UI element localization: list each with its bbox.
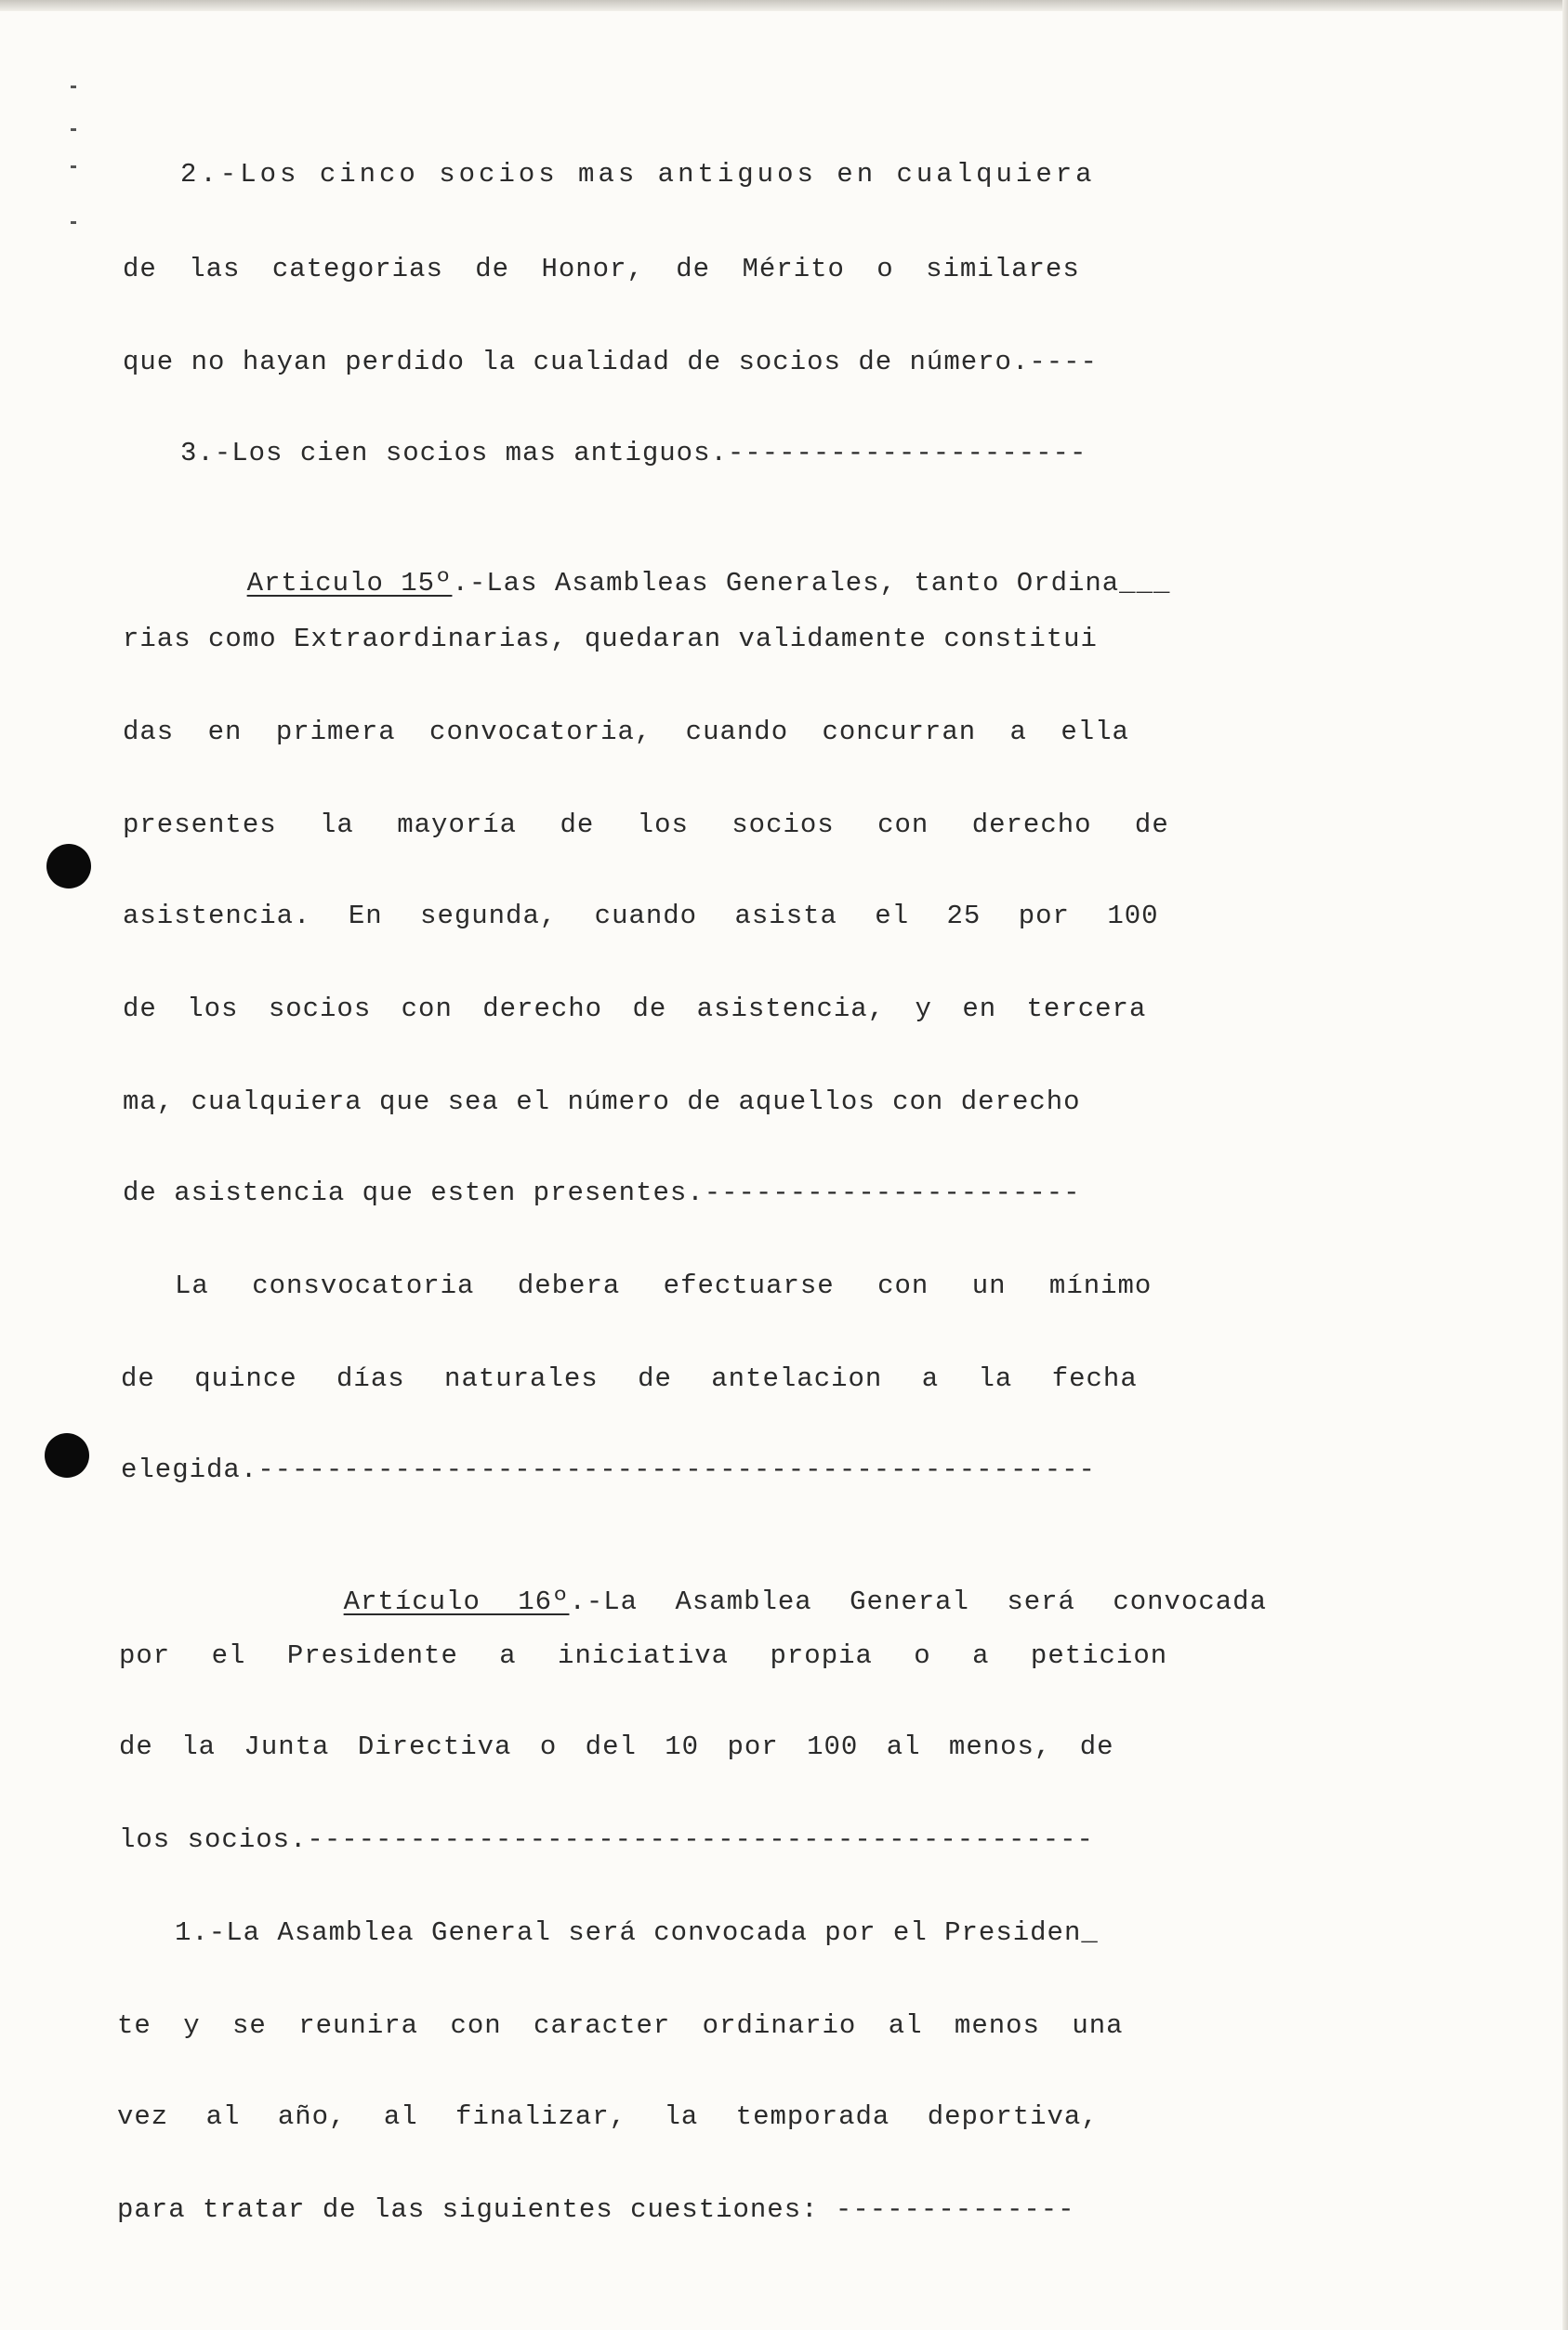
text-line: por el Presidente a iniciativa propia o a peticion [119,1640,1168,1671]
text-line: La consvocatoria debera efectuarse con un mínimo [175,1270,1153,1301]
text-line: los socios.---------------------------------------------- [119,1824,1094,1855]
article-15-heading: Articulo 15º [246,568,453,599]
text-line: asistencia. En segunda, cuando asista el 25 por 100 [123,901,1159,931]
text-line: de la Junta Directiva o del 10 por 100 al menos, de [119,1731,1114,1762]
article-16-heading: Artículo 16º [343,1586,570,1617]
text-line: das en primera convocatoria, cuando concurran a ella [123,717,1129,747]
article-16-text: .-La Asamblea General será convocada [569,1586,1267,1617]
margin-mark [71,165,76,168]
text-line: te y se reunira con caracter ordinario al menos una [117,2010,1124,2041]
text-line: 2.-Los cinco socios mas antiguos en cualquiera [180,159,1096,190]
text-line: ma, cualquiera que sea el número de aquellos con derecho [123,1086,1081,1117]
text-line: de los socios con derecho de asistencia, y en tercera [123,994,1147,1024]
text-line: de las categorias de Honor, de Mérito o similares [123,254,1080,284]
text-line: 3.-Los cien socios mas antiguos.--------------------- [180,438,1087,468]
margin-mark [71,221,76,224]
text-line: rias como Extraordinarias, quedaran validamente constitui [123,624,1098,654]
page-right-edge [1562,0,1568,2330]
article-15-text: .-Las Asambleas Generales, tanto Ordina___ [452,568,1171,599]
text-line: 1.-La Asamblea General será convocada por el Presiden_ [175,1917,1099,1948]
punch-hole-top [46,844,91,889]
margin-mark [71,128,76,131]
text-line: de quince días naturales de antelacion a la fecha [121,1363,1138,1394]
text-line: presentes la mayoría de los socios con derecho de [123,810,1169,840]
text-line: para tratar de las siguientes cuestiones: -------------- [117,2194,1075,2225]
punch-hole-bottom [45,1433,89,1478]
text-line: elegida.------------------------------------------------- [121,1455,1096,1485]
page-top-edge [0,0,1568,11]
text-line: que no hayan perdido la cualidad de socios de número.---- [123,347,1098,377]
margin-mark [71,86,76,88]
text-line: vez al año, al finalizar, la temporada deportiva, [117,2101,1099,2132]
text-line: de asistencia que esten presentes.---------------------- [123,1178,1081,1208]
